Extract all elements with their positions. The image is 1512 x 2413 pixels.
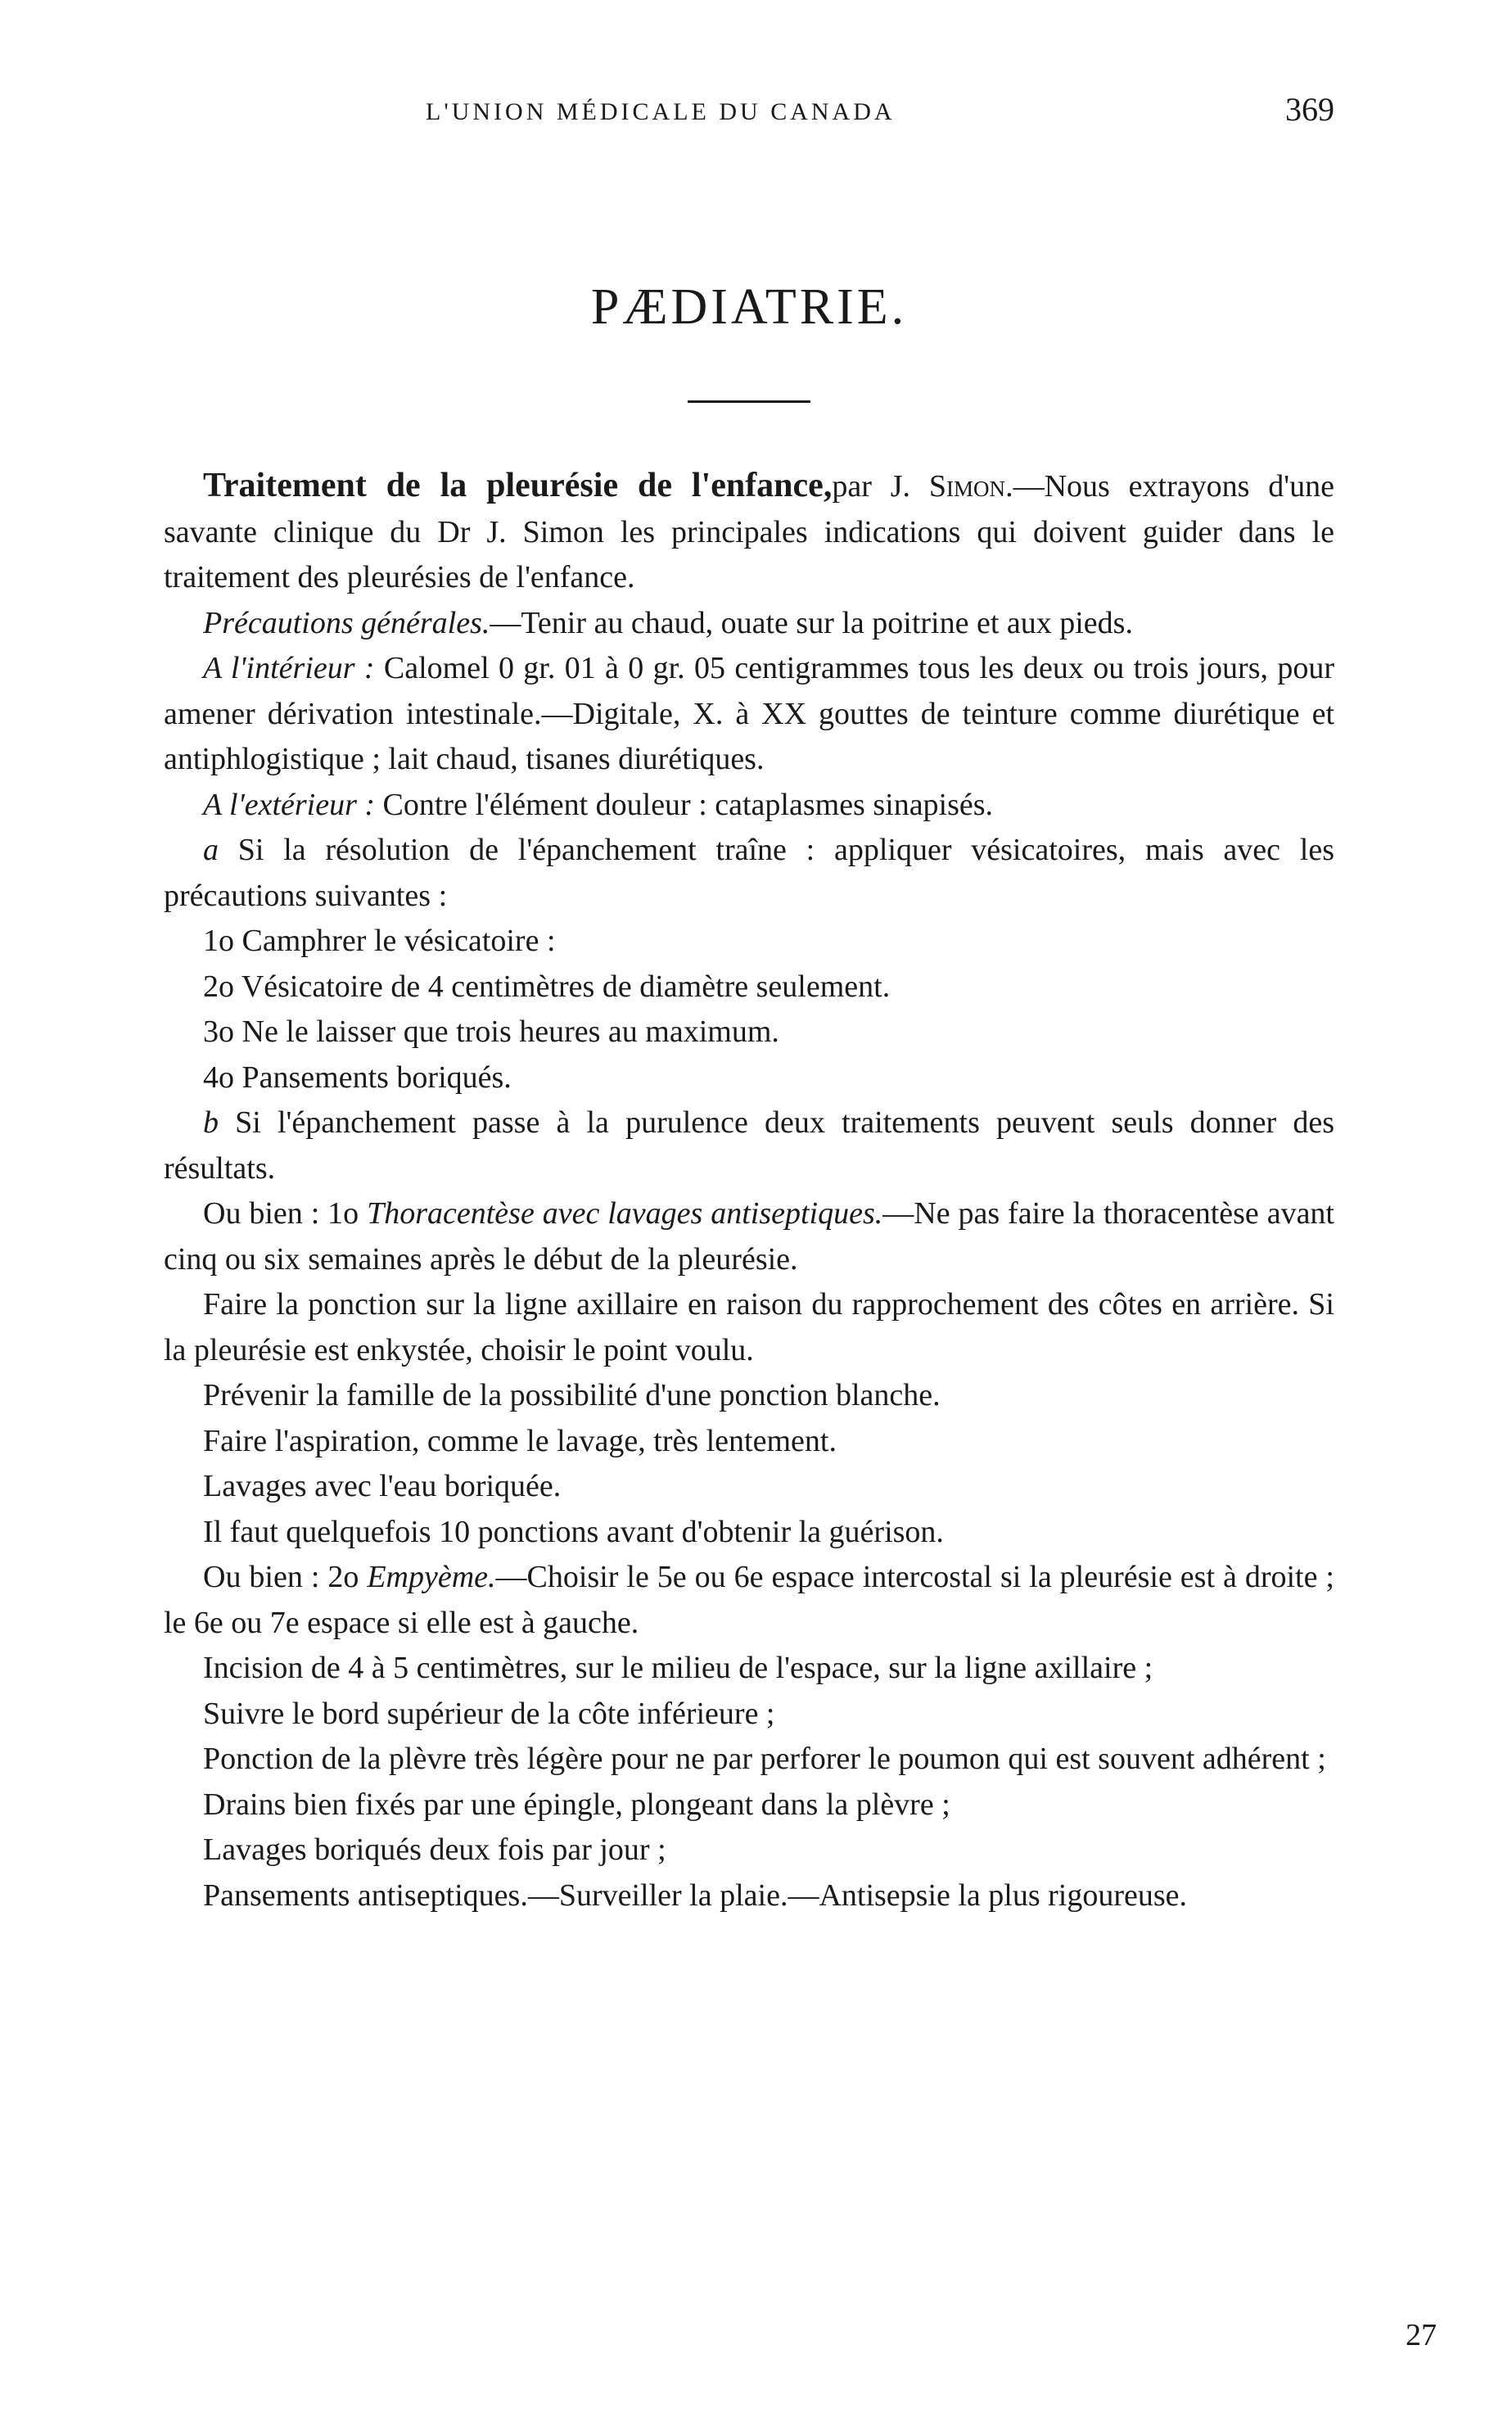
paragraph-interieur	[164, 646, 1334, 783]
paragraph: Lavages boriqués deux fois par jour ;	[203, 1832, 666, 1867]
text-empyeme: —Choisir le 5e ou 6e espace intercostal si la pleurésie est à droite ; le 6e ou 7e espace si elle est à gauche.	[164, 1560, 1334, 1640]
label-thoracentese: Thoracentèse avec lavages antiseptiques.	[367, 1196, 883, 1231]
intro-rest: .—Nous extrayons d'une savante clinique du Dr J. Simon les principales indications qui doivent guider dans le traitement des pleurésies de l'enfance.	[164, 469, 1335, 594]
title-rule	[688, 400, 810, 403]
article-title: Traitement de la pleurésie de l'enfance,	[203, 467, 833, 504]
label-exterieur: A l'extérieur :	[203, 787, 376, 822]
paragraph-precautions	[164, 601, 1334, 647]
paragraph: Faire l'aspiration, comme le lavage, très lentement.	[203, 1423, 837, 1458]
paragraph: Incision de 4 à 5 centimètres, sur le milieu de l'espace, sur la ligne axillaire ;	[203, 1651, 1153, 1685]
paragraph-a	[164, 828, 1334, 919]
label-precautions: Précautions générales.	[203, 605, 490, 640]
page-header	[164, 90, 1334, 147]
paragraph: Faire la ponction sur la ligne axillaire en raison du rapprochement des côtes en arrière. Si la pleurésie est enkystée, choisir le point voulu.	[164, 1287, 1334, 1367]
list-item: 3o Ne le laisser que trois heures au maximum.	[203, 1014, 779, 1049]
prefix-thoracentese: Ou bien : 1o	[203, 1196, 368, 1231]
byline-prefix: par J.	[832, 469, 911, 504]
paragraph: Lavages avec l'eau boriquée.	[203, 1469, 562, 1503]
paragraph: Pansements antiseptiques.—Surveiller la plaie.—Antisepsie la plus rigoureuse.	[203, 1878, 1188, 1913]
paragraph: Drains bien fixés par une épingle, plongeant dans la plèvre ;	[203, 1787, 950, 1822]
text-a: Si la résolution de l'épanchement traîne : appliquer vésicatoires, mais avec les précautions suivantes :	[164, 833, 1334, 913]
list-item: 1o Camphrer le vésicatoire :	[203, 924, 556, 958]
label-interieur: A l'intérieur :	[203, 651, 375, 685]
letter-b: b	[203, 1105, 219, 1140]
label-empyeme: Empyème.	[367, 1560, 496, 1594]
section-title: PÆDIATRIE.	[590, 279, 908, 335]
text-interieur: Calomel 0 gr. 01 à 0 gr. 05 centigrammes tous les deux ou trois jours, pour amener dérivation intestinale.—Digitale, X. à XX gouttes de teinture comme diurétique et antiphlogistique ; lait chaud, tisanes diurétiques.	[164, 651, 1334, 776]
text-b: Si l'épanchement passe à la purulence deux traitements peuvent seuls donner des résultats.	[164, 1105, 1334, 1186]
page	[164, 90, 1334, 1918]
author-surname: Simon	[928, 469, 1006, 504]
paragraph: Suivre le bord supérieur de la côte inférieure ;	[203, 1696, 775, 1731]
letter-a: a	[203, 833, 219, 867]
text-thoracentese: —Ne pas faire la thoracentèse avant cinq ou six semaines après le début de la pleurésie.	[164, 1196, 1334, 1277]
paragraph: Ponction de la plèvre très légère pour ne par perforer le poumon qui est souvent adhérent ;	[203, 1742, 1326, 1776]
list-item: 4o Pansements boriqués.	[203, 1060, 512, 1095]
article-intro	[164, 463, 1334, 601]
prefix-empyeme: Ou bien : 2o	[203, 1560, 368, 1594]
list-item: 2o Vésicatoire de 4 centimètres de diamètre seulement.	[203, 969, 891, 1004]
article-body	[164, 463, 1334, 1918]
paragraph: Il faut quelquefois 10 ponctions avant d'obtenir la guérison.	[203, 1514, 944, 1549]
running-head: L'UNION MÉDICALE DU CANADA	[426, 98, 896, 125]
paragraph-exterieur	[164, 783, 1334, 829]
paragraph-b	[164, 1100, 1334, 1191]
paragraph: Prévenir la famille de la possibilité d'une ponction blanche.	[203, 1378, 941, 1412]
text-exterieur: Contre l'élément douleur : cataplasmes sinapisés.	[375, 787, 994, 822]
signature-mark: 27	[1406, 2318, 1437, 2352]
paragraph-empyeme	[164, 1555, 1334, 1646]
paragraph-thoracentese	[164, 1191, 1334, 1282]
text-precautions: —Tenir au chaud, ouate sur la poitrine et aux pieds.	[490, 605, 1133, 640]
page-number: 369	[1285, 91, 1334, 128]
